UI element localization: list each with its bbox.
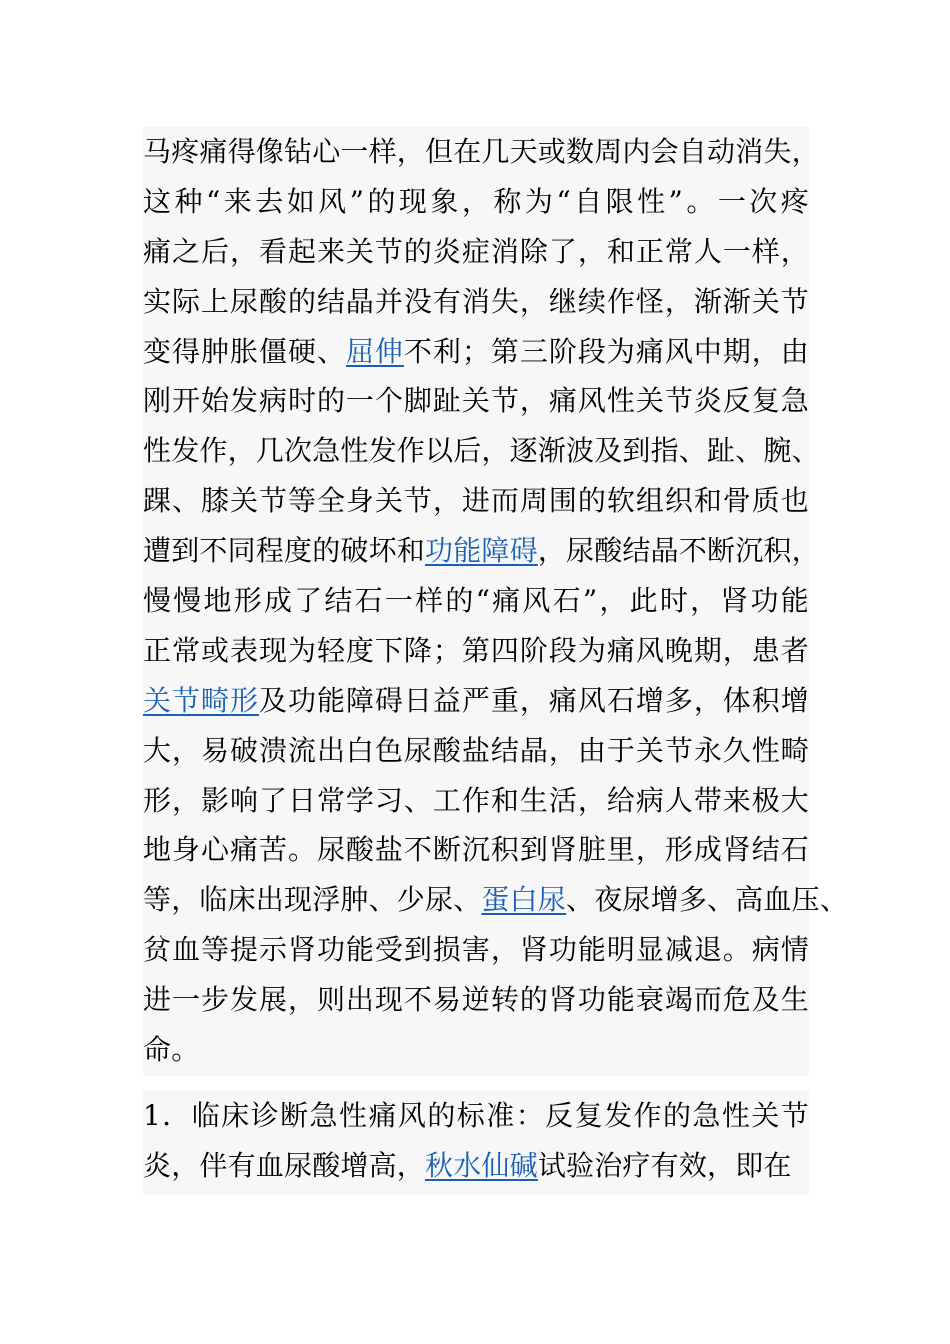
text-run: 变得肿胀僵硬、: [143, 334, 346, 368]
text-line: [143, 277, 809, 327]
text-run: 进一步发展，则出现不易逆转的肾功能衰竭而危及生: [143, 983, 809, 1017]
text-line: [143, 1141, 809, 1191]
text-line: [143, 726, 809, 776]
text-run: 刚开始发病时的一个脚趾关节，痛风性关节炎反复急: [143, 384, 809, 418]
text-run: 及功能障碍日益严重，痛风石增多，体积增: [258, 683, 809, 717]
text-line: [143, 1091, 809, 1141]
text-line: [143, 626, 809, 676]
text-run: 1．临床诊断急性痛风的标准：反复发作的急性关节: [143, 1099, 809, 1132]
text-line: [143, 476, 809, 526]
text-line: [143, 127, 820, 177]
text-line: [143, 177, 809, 227]
text-line: [143, 925, 809, 975]
term-link[interactable]: 秋水仙碱: [425, 1148, 538, 1182]
text-line: [143, 376, 809, 426]
text-run: 不利；第三阶段为痛风中期，由: [403, 334, 809, 368]
term-link[interactable]: 蛋白尿: [481, 883, 567, 917]
text-run: 地身心痛苦。尿酸盐不断沉积到肾脏里，形成肾结石: [143, 833, 809, 867]
text-line: [143, 526, 820, 576]
text-line: [143, 676, 809, 726]
text-run: 实际上尿酸的结晶并没有消失，继续作怪，渐渐关节: [143, 284, 809, 318]
text-line: [143, 825, 809, 875]
term-link[interactable]: 屈伸: [345, 334, 404, 368]
text-run: 慢慢地形成了结石一样的“痛风石”，此时，肾功能: [143, 584, 809, 618]
text-line: [143, 975, 809, 1025]
text-run: 炎，伴有血尿酸增高，: [143, 1148, 426, 1182]
text-run: 踝、膝关节等全身关节，进而周围的软组织和骨质也: [143, 484, 809, 518]
text-run: 等，临床出现浮肿、少尿、: [143, 883, 482, 917]
text-run: 试验治疗有效，即在: [537, 1148, 792, 1182]
text-run: 命。: [143, 1033, 200, 1067]
text-line: [143, 327, 809, 377]
text-run: 贫血等提示肾功能受到损害，肾功能明显减退。病情: [143, 933, 809, 967]
text-line: [143, 426, 820, 476]
text-run: 性发作，几次急性发作以后，逐渐波及到指、趾、腕、: [143, 434, 820, 468]
text-run: 痛之后，看起来关节的炎症消除了，和正常人一样，: [143, 234, 809, 268]
text-line: [143, 875, 849, 925]
text-run: 遭到不同程度的破坏和: [143, 534, 426, 568]
term-link[interactable]: 功能障碍: [425, 534, 538, 568]
text-run: 形，影响了日常学习、工作和生活，给病人带来极大: [143, 783, 809, 817]
term-link[interactable]: 关节畸形: [143, 683, 259, 717]
text-run: 、夜尿增多、高血压、: [566, 883, 849, 917]
text-run: 大，易破溃流出白色尿酸盐结晶，由于关节永久性畸: [143, 733, 809, 767]
paragraph-gout-stages: [143, 127, 849, 1076]
text-run: 这种“来去如风”的现象，称为“自限性”。一次疼: [143, 184, 809, 218]
text-run: 马疼痛得像钻心一样，但在几天或数周内会自动消失，: [143, 135, 820, 168]
text-line: [143, 576, 809, 626]
paragraph-diagnosis-criteria: [143, 1091, 809, 1195]
text-line: [143, 227, 809, 277]
text-run: 正常或表现为轻度下降；第四阶段为痛风晚期，患者: [143, 633, 809, 667]
text-line: [143, 776, 809, 826]
text-run: ，尿酸结晶不断沉积，: [537, 534, 820, 568]
text-line: [143, 1025, 809, 1075]
